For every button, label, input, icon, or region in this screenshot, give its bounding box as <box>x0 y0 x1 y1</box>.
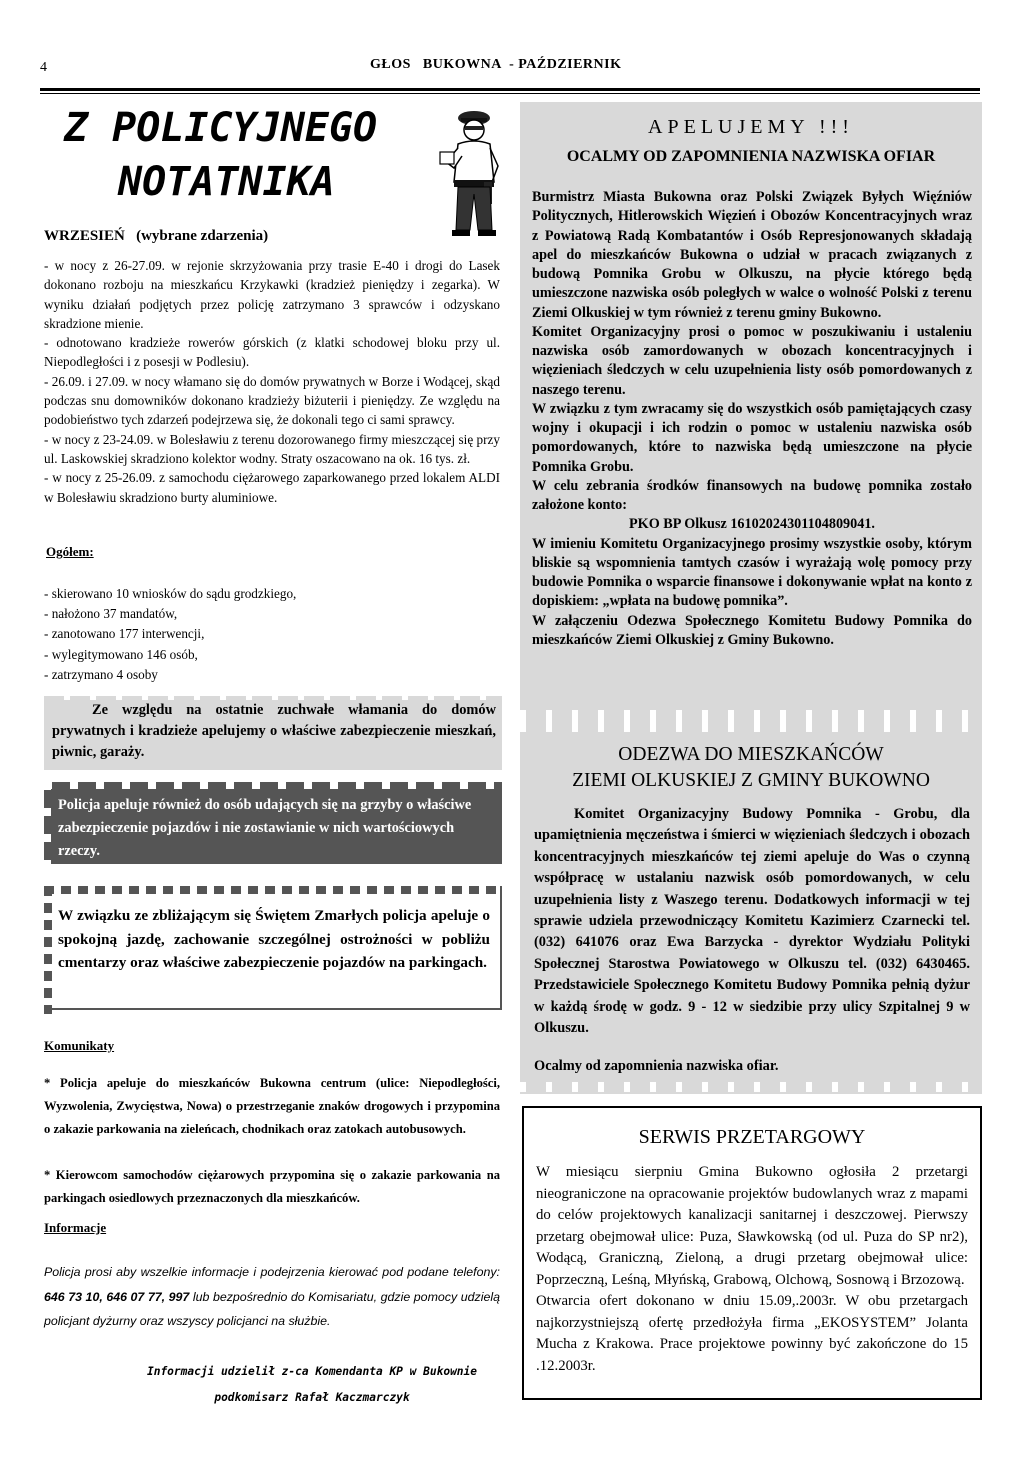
event-item: - w nocy z 26-27.09. w rejonie skrzyżowania przy trasie E-40 i drogi do Lasek dokonano rozboju na mieszkańcu Krzykawki (kradzież pieniędzy i zegarka). W wyniku działań podjętych przez policję zatrzymano 3 sprawców i odzyskano skradzione mienie. <box>44 258 500 331</box>
box-dash-decoration <box>520 722 982 732</box>
serwis-paragraph: Otwarcia ofert dokonano w dniu 15.09,.2003r. W obu przetargach najkorzystniejszą ofertę przedłożyła firma „EKOSYSTEM” Jolanta Mucha z Krakowa. Prace projektowe powinny być zakończone do 15 .12.2003r. <box>536 1293 968 1374</box>
serwis-body <box>536 1162 968 1377</box>
summary-label: Ogółem: <box>46 544 94 559</box>
info-text <box>44 1260 500 1334</box>
serwis-box <box>522 1106 982 1400</box>
apel-paragraph: W imieniu Komitetu Organizacyjnego prosimy wszystkie osoby, którym bliskie są wspomnienia tamtych czasów i wyrażają wolę pomocy przy budowie Pomnika o wsparcie finansowe i dokonywanie wpłat na konto z dopiskiem: „wpłata na budowę pomnika”. <box>532 535 972 610</box>
apel-subtitle: OCALMY OD ZAPOMNIENIA NAZWISKA OFIAR <box>566 148 936 165</box>
odezwa-body: Komitet Organizacyjny Budowy Pomnika - Grobu, dla upamiętnienia męczeństwa i śmierci w więzieniach śledczych i obozach koncentracyjnych mieszkańców tej ziemi apeluje do Was o czynną współpracę w ustalaniu nazwisk osób pomordowanych, w celu uzupełnienia listy z Waszego terenu. Dodatkowych informacji w tej sprawie udziela przewodniczący Komitetu Kazimierz Czarnecki tel. (032) 641076 oraz Ewa Barzycka - dyrektor Wydziału Polityki Społecznej Starostwa Powiatowego w Olkuszu tel. (032) 6430465. Przedstawiciele Społecznego Komitetu Budowy Pomnika pełnią dyżur w każdą środę w godz. 9 - 12 w siedzibie przy ulicy Szpitalnej 9 w Olkuszu. <box>534 806 970 1037</box>
apel-paragraph: Komitet Organizacyjny prosi o pomoc w poszukiwaniu i ustaleniu nazwiska osób zamordowanych w obozach koncentracyjnych i więzieniach śledczych w celu uzupełnienia listy osób pomordowanych z naszego terenu. <box>532 323 972 398</box>
appeal-box-mushrooms <box>44 782 502 864</box>
info-text-after: lub bezpośrednio do Komisariatu, gdzie pomocy udzielą policjant dyżurny oraz wszyscy policjanci na służbie. <box>44 1289 500 1328</box>
section-title-line2: NOTATNIKA <box>118 159 335 205</box>
summary-item: - nałożono 37 mandatów, <box>44 606 178 622</box>
apel-account: PKO BP Olkusz 16102024301104809041. <box>629 516 875 533</box>
apel-body <box>532 188 972 650</box>
header-rule-thin <box>40 93 980 94</box>
apel-title: APELUJEMY !!! <box>648 116 854 138</box>
summary-item: - zatrzymano 4 osoby <box>44 666 158 682</box>
events-list <box>44 256 500 507</box>
info-text-before: Policja prosi aby wszelkie informacje i podejrzenia kierować pod podane telefony: <box>44 1265 500 1279</box>
appeal-text-burglary: Ze względu na ostatnie zuchwałe włamania do domów prywatnych i kradzieże apelujemy o właściwe zabezpieczenie mieszkań, piwnic, garaży. <box>52 702 496 760</box>
running-title: GŁOS BUKOWNA - PAŹDZIERNIK <box>370 57 622 72</box>
komunikat-trucks: * Kierowcom samochodów ciężarowych przypomina się o zakazie parkowania na parkingach osiedlowych przeznaczonych dla mieszkańców. <box>44 1168 500 1205</box>
event-item: - odnotowano kradzieże rowerów górskich (z klatki schodowej bloku przy ul. Niepodległości i z posesji w Podlesiu). <box>44 335 500 370</box>
policeman-illustration <box>434 104 510 240</box>
month-heading: WRZESIEŃ (wybrane zdarzenia) <box>44 228 269 244</box>
apel-paragraph: W celu zebrania środków finansowych na budowę pomnika zostało założone konto: <box>532 477 972 513</box>
informacje-label: Informacje <box>44 1220 107 1235</box>
appeal-box-burglary <box>44 696 502 770</box>
summary-list <box>44 584 484 685</box>
apel-paragraph: Burmistrz Miasta Bukowna oraz Polski Związek Byłych Więźniów Politycznych, Hitlerowskich Więzień i Obozów Koncentracyjnych wraz z Powiatową Radą Kombatantów i Osób Represjonowanych składają apel do mieszkańców Bukowna o udział w pracach związanych z budową Pomnika Grobu w Olkuszu, na płycie którego będą umieszczone nazwiska osób poległych w walce o wolność Polski z terenu Ziemi Olkuskiej w tym również z terenu gminy Bukowno. <box>532 189 972 321</box>
serwis-paragraph: W miesiącu sierpniu Gmina Bukowno ogłosiła 2 przetargi nieograniczone na opracowanie projektów budowlanych wraz z mapami do celów projektowych kanalizacji sanitarnej i deszczowej. Pierwszy przetarg obejmował ulice: Puza, Sławkowską (od ul. Puza do SP nr2), Wodącą, Graniczną, Zieloną, a drugi przetarg obejmował ulice: Poprzeczną, Leśną, Młyńską, Grabową, Olchową, Sosnową i Brzozową. <box>536 1164 968 1288</box>
apel-paragraph: W załączeniu Odezwa Społecznego Komitetu Budowy Pomnika do mieszkańców Ziemi Olkuskiej z Gminy Bukowno. <box>532 612 972 648</box>
odezwa-title-line1: ODEZWA DO MIESZKAŃCÓW <box>618 744 884 765</box>
apel-paragraph: W związku z tym zwracamy się do wszystkich osób pamiętających czasy wojny i okupacji i ich rodzin o pomoc w ustaleniu nazwiska osób pomordowanych, które to nazwiska będą umieszczone na płycie Pomnika Grobu. <box>532 400 972 475</box>
komunikaty-label: Komunikaty <box>44 1038 115 1053</box>
box-dash-decoration <box>44 696 502 700</box>
event-item: - w nocy z 25-26.09. z samochodu ciężarowego zaparkowanego przed lokalem ALDI w Bolesławiu skradziono burty aluminiowe. <box>44 470 500 505</box>
box-dash-decoration <box>520 710 982 722</box>
summary-item: - zanotowano 177 interwencji, <box>44 626 205 642</box>
box-dash-decoration <box>44 782 502 789</box>
summary-item: - wylegitymowano 146 osób, <box>44 646 198 662</box>
box-border-right <box>500 886 502 1010</box>
signature-line2: podkomisarz Rafał Kaczmarczyk <box>214 1391 410 1404</box>
page-number: 4 <box>40 60 47 75</box>
odezwa-title-line2: ZIEMI OLKUSKIEJ Z GMINY BUKOWNO <box>572 770 930 791</box>
event-item: - w nocy z 23-24.09. w Bolesławiu z terenu dozorowanego firmy mieszczącej się przy ul. Laskowskiej skradziono kolektor wodny. Straty oszacowano na ok. 16 tys. zł. <box>44 431 500 466</box>
odezwa-closing: Ocalmy od zapomnienia nazwiska ofiar. <box>534 1058 779 1074</box>
summary-item: - skierowano 10 wniosków do sądu grodzkiego, <box>44 586 297 601</box>
box-dash-decoration <box>44 886 502 894</box>
box-border-bottom <box>44 1008 502 1010</box>
appeal-text-mushrooms: Policja apeluje również do osób udających się na grzyby o właściwe zabezpieczenie pojazdów i nie zostawianie w nich wartościowych rzeczy. <box>58 797 472 859</box>
event-item: - 26.09. i 27.09. w nocy włamano się do domów prywatnych w Borze i Wodącej, skąd podczas snu domowników dokonano kradzieży biżuterii i pieniędzy. Ze względu na podobieństwo tych zdarzeń podejrzewa się, że dokonali tego ci sami sprawcy. <box>44 373 500 428</box>
appeal-text-all-saints: W związku ze zbliżającym się Świętem Zmarłych policja apeluje o spokojną jazdę, zachowanie szczególnej ostrożności w pobliżu cmentarzy oraz właściwe zabezpieczenie pojazdów na parkingach. <box>58 907 490 971</box>
signature-line1: Informacji udzielił z-ca Komendanta KP w Bukownie <box>146 1365 478 1378</box>
serwis-title: SERWIS PRZETARGOWY <box>638 1126 866 1148</box>
box-dash-decoration <box>520 1082 982 1092</box>
box-dash-decoration <box>44 886 52 1014</box>
box-dash-decoration <box>44 782 51 864</box>
komunikat-parking: * Policja apeluje do mieszkańców Bukowna centrum (ulice: Niepodległości, Wyzwolenia, Zwycięstwa, Nowa) o przestrzeganie znaków drogowych i przypomina o zakazie parkowania na zieleńcach, chodnikach oraz zatokach autobusowych. <box>44 1076 500 1136</box>
section-title-line1: Z POLICYJNEGO <box>64 105 378 151</box>
apel-box <box>520 102 982 722</box>
odezwa-box <box>520 722 982 1094</box>
header-rule <box>40 88 980 91</box>
info-phone-numbers: 646 73 10, 646 07 77, 997 <box>44 1289 190 1304</box>
